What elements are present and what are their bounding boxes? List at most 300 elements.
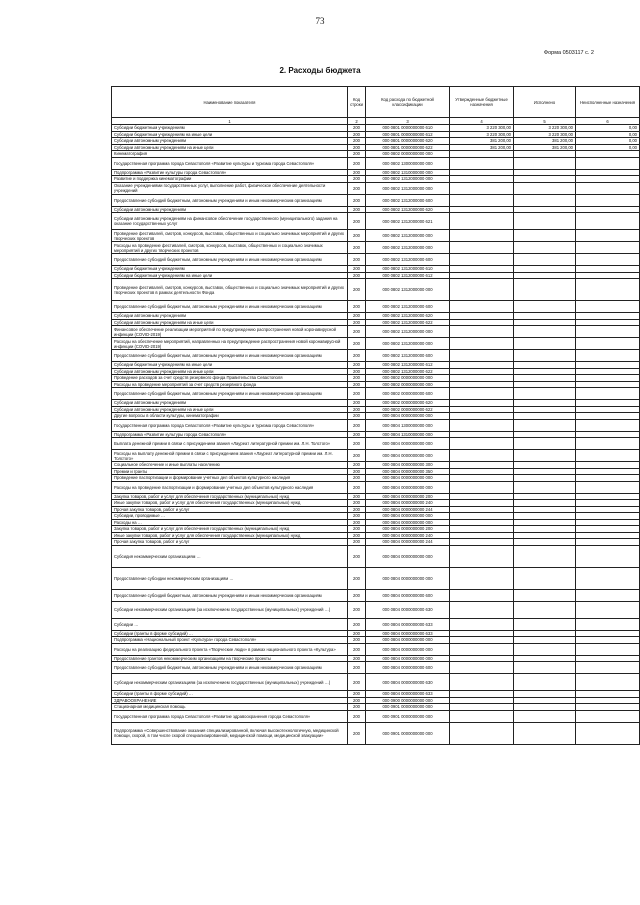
row-unexecuted-amount bbox=[576, 338, 640, 350]
row-line-code: 200 bbox=[348, 674, 366, 691]
row-approved-amount bbox=[450, 157, 514, 169]
row-unexecuted-amount bbox=[576, 301, 640, 313]
row-executed-amount bbox=[514, 545, 576, 567]
row-line-code: 200 bbox=[348, 532, 366, 539]
row-executed-amount bbox=[514, 157, 576, 169]
row-line-code: 200 bbox=[348, 545, 366, 567]
table-row bbox=[112, 589, 640, 601]
row-line-code: 200 bbox=[348, 506, 366, 513]
row-classification-code: 000 0802 1312000000 621 bbox=[366, 213, 450, 230]
row-classification-code: 000 0804 0000000000 244 bbox=[366, 539, 450, 546]
row-unexecuted-amount bbox=[576, 388, 640, 400]
row-line-code: 200 bbox=[348, 157, 366, 169]
row-approved-amount bbox=[450, 438, 514, 450]
row-name: Проведение фестивалей, смотров, конкурсов, выставок, общественных и социально значимых мероприятий и других творческих проектов в рамках деятельности Фонда bbox=[112, 279, 348, 301]
row-line-code: 200 bbox=[348, 513, 366, 520]
row-line-code: 200 bbox=[348, 601, 366, 618]
row-approved-amount bbox=[450, 388, 514, 400]
table-row bbox=[112, 710, 640, 722]
row-executed-amount bbox=[514, 213, 576, 230]
row-approved-amount bbox=[450, 674, 514, 691]
row-executed-amount bbox=[514, 710, 576, 722]
row-name: Субсидии автономным учреждениям bbox=[112, 206, 348, 213]
table-body bbox=[112, 125, 640, 745]
row-executed-amount bbox=[514, 722, 576, 744]
section-title: 2. Расходы бюджета bbox=[279, 66, 361, 75]
row-line-code: 200 bbox=[348, 338, 366, 350]
column-number: 5 bbox=[514, 118, 576, 125]
row-line-code: 200 bbox=[348, 381, 366, 388]
row-executed-amount bbox=[514, 674, 576, 691]
expenses-table bbox=[111, 86, 640, 745]
row-name: Финансовое обеспечение реализации мероприятий по предупреждению распространения новой коронавирусной инфекции (COVID-2019) bbox=[112, 326, 348, 338]
row-classification-code: 000 0802 1312000000 622 bbox=[366, 368, 450, 375]
table-row bbox=[112, 643, 640, 655]
row-line-code: 200 bbox=[348, 388, 366, 400]
row-classification-code: 000 0801 0000000000 620 bbox=[366, 138, 450, 145]
row-classification-code: 000 0802 1312000000 612 bbox=[366, 272, 450, 279]
row-unexecuted-amount bbox=[576, 194, 640, 206]
row-unexecuted-amount bbox=[576, 662, 640, 674]
row-classification-code: 000 0901 0000000000 000 bbox=[366, 710, 450, 722]
table-row bbox=[112, 301, 640, 313]
row-line-code: 200 bbox=[348, 618, 366, 630]
row-line-code: 200 bbox=[348, 272, 366, 279]
table-header-row bbox=[112, 87, 640, 118]
row-line-code: 200 bbox=[348, 722, 366, 744]
row-name: Субсидии некоммерческим организациям (за исключением государственных (муниципальных) учреждений …) bbox=[112, 674, 348, 691]
row-name: Прочая закупка товаров, работ и услуг bbox=[112, 506, 348, 513]
table-row bbox=[112, 618, 640, 630]
row-classification-code: 000 0802 1312000000 000 bbox=[366, 279, 450, 301]
row-unexecuted-amount bbox=[576, 545, 640, 567]
row-classification-code: 000 0802 0000000000 620 bbox=[366, 400, 450, 407]
row-approved-amount bbox=[450, 450, 514, 462]
row-line-code: 200 bbox=[348, 697, 366, 704]
row-classification-code: 000 0901 0000000000 000 bbox=[366, 704, 450, 711]
row-line-code: 200 bbox=[348, 368, 366, 375]
row-line-code: 200 bbox=[348, 230, 366, 242]
row-name: Субсидия некоммерческим организациям … bbox=[112, 545, 348, 567]
row-executed-amount bbox=[514, 254, 576, 266]
row-unexecuted-amount bbox=[576, 643, 640, 655]
row-approved-amount: 381 200,00 bbox=[450, 138, 514, 145]
row-approved-amount bbox=[450, 589, 514, 601]
row-name: Предоставление субсидий бюджетным, автономным учреждениям и иным некоммерческим организациям bbox=[112, 301, 348, 313]
row-approved-amount bbox=[450, 567, 514, 589]
table-row bbox=[112, 194, 640, 206]
column-number-row bbox=[112, 118, 640, 125]
row-name: Предоставление субсидий бюджетным, автономным учреждениям и иным некоммерческим организациям bbox=[112, 388, 348, 400]
row-name: Предоставление субсидии некоммерческим организациям … bbox=[112, 567, 348, 589]
row-line-code: 200 bbox=[348, 438, 366, 450]
row-classification-code: 000 0804 0000000000 600 bbox=[366, 589, 450, 601]
header-approved: Утвержденные бюджетные назначения bbox=[450, 87, 514, 118]
row-approved-amount bbox=[450, 601, 514, 618]
row-line-code: 200 bbox=[348, 567, 366, 589]
row-unexecuted-amount bbox=[576, 618, 640, 630]
row-executed-amount bbox=[514, 301, 576, 313]
row-unexecuted-amount bbox=[576, 230, 640, 242]
row-classification-code: 000 0802 1312000000 000 bbox=[366, 230, 450, 242]
row-line-code: 200 bbox=[348, 350, 366, 362]
row-unexecuted-amount: 0,00 bbox=[576, 131, 640, 138]
row-classification-code: 000 0804 0000000000 000 bbox=[366, 450, 450, 462]
row-classification-code: 000 0802 1312000000 000 bbox=[366, 176, 450, 183]
column-number: 4 bbox=[450, 118, 514, 125]
row-line-code: 200 bbox=[348, 254, 366, 266]
row-executed-amount bbox=[514, 618, 576, 630]
row-name: Расходы на выплату денежной премии в связи с присуждением звания «Лауреат литературной премии им. Л.Н. Толстого» bbox=[112, 450, 348, 462]
row-unexecuted-amount: 0,00 bbox=[576, 125, 640, 132]
row-classification-code: 000 0804 0000000000 200 bbox=[366, 526, 450, 533]
table-row bbox=[112, 254, 640, 266]
row-name: Прочая закупка товаров, работ и услуг bbox=[112, 539, 348, 546]
row-name: Проведение расходов за счет средств резервного фонда Правительства Севастополя bbox=[112, 375, 348, 382]
row-classification-code: 000 0802 0000000000 000 bbox=[366, 381, 450, 388]
row-classification-code: 000 0802 1312000000 600 bbox=[366, 254, 450, 266]
row-name: Закупка товаров, работ и услуг для обеспечения государственных (муниципальных) нужд bbox=[112, 493, 348, 500]
row-classification-code: 000 0804 0000000000 244 bbox=[366, 506, 450, 513]
row-approved-amount bbox=[450, 242, 514, 254]
row-line-code: 200 bbox=[348, 213, 366, 230]
row-classification-code: 000 0804 0000000000 000 bbox=[366, 481, 450, 493]
row-unexecuted-amount bbox=[576, 567, 640, 589]
row-name: Премии и гранты bbox=[112, 468, 348, 475]
row-approved-amount bbox=[450, 710, 514, 722]
row-classification-code: 000 0802 1312000000 620 bbox=[366, 206, 450, 213]
row-classification-code: 000 0804 0000000000 630 bbox=[366, 674, 450, 691]
row-name: Предоставление субсидий бюджетным, автономным учреждениям и иным некоммерческим организациям bbox=[112, 254, 348, 266]
row-name: Субсидии … bbox=[112, 618, 348, 630]
row-approved-amount bbox=[450, 182, 514, 194]
row-name: Субсидии бюджетным учреждениям bbox=[112, 266, 348, 273]
row-name: Субсидии автономным учреждениям bbox=[112, 313, 348, 320]
row-name: Государственная программа города Севастополя «Развитие здравоохранения города Севастополя» bbox=[112, 710, 348, 722]
row-line-code: 200 bbox=[348, 313, 366, 320]
row-classification-code: 000 0801 0000000000 612 bbox=[366, 131, 450, 138]
row-classification-code: 000 0802 0000000000 000 bbox=[366, 375, 450, 382]
row-classification-code: 000 0801 0000000000 610 bbox=[366, 125, 450, 132]
column-number: 3 bbox=[366, 118, 450, 125]
row-name: Расходы на … bbox=[112, 519, 348, 526]
row-name: Подпрограмма «Национальный проект «Культура» города Севастополя» bbox=[112, 637, 348, 644]
row-approved-amount bbox=[450, 326, 514, 338]
row-line-code: 200 bbox=[348, 643, 366, 655]
row-line-code: 200 bbox=[348, 138, 366, 145]
row-name: Государственная программа города Севастополя «Развитие культуры и туризма города Севастополя» bbox=[112, 419, 348, 431]
row-approved-amount bbox=[450, 350, 514, 362]
row-name: Закупка товаров, работ и услуг для обеспечения государственных (муниципальных) нужд bbox=[112, 526, 348, 533]
row-line-code: 200 bbox=[348, 279, 366, 301]
row-classification-code: 000 0804 0000000000 000 bbox=[366, 513, 450, 520]
row-classification-code: 000 0804 0000000000 000 bbox=[366, 637, 450, 644]
row-classification-code: 000 0804 0000000000 000 bbox=[366, 475, 450, 482]
row-line-code: 200 bbox=[348, 182, 366, 194]
row-classification-code: 000 0802 0000000000 600 bbox=[366, 388, 450, 400]
row-classification-code: 000 0804 0000000000 630 bbox=[366, 601, 450, 618]
row-line-code: 200 bbox=[348, 450, 366, 462]
row-unexecuted-amount bbox=[576, 601, 640, 618]
column-number: 2 bbox=[348, 118, 366, 125]
row-name: Субсидии, проводимые … bbox=[112, 513, 348, 520]
header-indicator-name: Наименование показателя bbox=[112, 87, 348, 118]
row-classification-code: 000 0804 0000000000 000 bbox=[366, 545, 450, 567]
column-number: 1 bbox=[112, 118, 348, 125]
table-row bbox=[112, 567, 640, 589]
row-unexecuted-amount bbox=[576, 674, 640, 691]
row-line-code: 200 bbox=[348, 691, 366, 698]
row-executed-amount bbox=[514, 194, 576, 206]
row-line-code: 200 bbox=[348, 144, 366, 151]
row-name: Субсидии некоммерческим организациям (за исключением государственных (муниципальных) учреждений …) bbox=[112, 601, 348, 618]
row-line-code: 200 bbox=[348, 519, 366, 526]
row-name: ЗДРАВООХРАНЕНИЕ bbox=[112, 697, 348, 704]
row-line-code: 200 bbox=[348, 413, 366, 420]
row-unexecuted-amount bbox=[576, 722, 640, 744]
row-classification-code: 000 0804 1310000000 000 bbox=[366, 431, 450, 438]
row-name: Субсидии автономным учреждениям на иные цели bbox=[112, 319, 348, 326]
row-executed-amount bbox=[514, 481, 576, 493]
row-executed-amount bbox=[514, 589, 576, 601]
header-line-code: Код строки bbox=[348, 87, 366, 118]
row-name: Субсидии автономным учреждениям на иные цели bbox=[112, 144, 348, 151]
row-name: Субсидии (гранты в форме субсидий) … bbox=[112, 630, 348, 637]
row-unexecuted-amount bbox=[576, 279, 640, 301]
row-unexecuted-amount bbox=[576, 419, 640, 431]
row-name: Предоставление субсидий бюджетным, автономным учреждениям и иным некоммерческим организациям bbox=[112, 350, 348, 362]
row-line-code: 200 bbox=[348, 662, 366, 674]
row-name: Субсидии автономным учреждениям bbox=[112, 138, 348, 145]
row-approved-amount bbox=[450, 419, 514, 431]
row-unexecuted-amount bbox=[576, 326, 640, 338]
table-row bbox=[112, 438, 640, 450]
row-classification-code: 000 0802 1300000000 000 bbox=[366, 157, 450, 169]
row-classification-code: 000 0801 0000000000 622 bbox=[366, 144, 450, 151]
row-approved-amount: 3 220 300,00 bbox=[450, 125, 514, 132]
row-executed-amount: 381 200,00 bbox=[514, 144, 576, 151]
row-executed-amount bbox=[514, 662, 576, 674]
row-name: Расходы на проведение паспортизации и формирование учетных дел объектов культурного наследия bbox=[112, 481, 348, 493]
row-executed-amount bbox=[514, 643, 576, 655]
row-executed-amount bbox=[514, 438, 576, 450]
row-line-code: 200 bbox=[348, 493, 366, 500]
row-classification-code: 000 0802 1312000000 000 bbox=[366, 182, 450, 194]
row-name: Иные закупки товаров, работ и услуг для обеспечения государственных (муниципальных) нужд bbox=[112, 532, 348, 539]
row-approved-amount bbox=[450, 643, 514, 655]
row-executed-amount bbox=[514, 388, 576, 400]
row-line-code: 200 bbox=[348, 194, 366, 206]
row-approved-amount bbox=[450, 279, 514, 301]
row-executed-amount bbox=[514, 242, 576, 254]
row-unexecuted-amount bbox=[576, 710, 640, 722]
row-classification-code: 000 0802 1312000000 000 bbox=[366, 326, 450, 338]
row-name: Другие вопросы в области культуры, кинематографии bbox=[112, 413, 348, 420]
row-line-code: 200 bbox=[348, 539, 366, 546]
row-classification-code: 000 0804 1300000000 000 bbox=[366, 419, 450, 431]
row-name: Субсидии автономным учреждениям на финансовое обеспечение государственного (муниципального) задания на оказание государственных услуг bbox=[112, 213, 348, 230]
row-line-code: 200 bbox=[348, 500, 366, 507]
row-line-code: 200 bbox=[348, 637, 366, 644]
row-executed-amount: 3 220 300,00 bbox=[514, 125, 576, 132]
row-approved-amount bbox=[450, 254, 514, 266]
row-line-code: 200 bbox=[348, 362, 366, 369]
row-name: Расходы на проведение фестивалей, смотров, конкурсов, выставок, общественных и социально значимых мероприятий и других творческих проектов bbox=[112, 242, 348, 254]
row-line-code: 200 bbox=[348, 125, 366, 132]
header-classification-code: Код расхода по бюджетной классификации bbox=[366, 87, 450, 118]
row-name: Субсидии автономным учреждениям на иные цели bbox=[112, 406, 348, 413]
row-name: Предоставление субсидий бюджетным, автономным учреждениям и иным некоммерческим организациям bbox=[112, 662, 348, 674]
row-line-code: 200 bbox=[348, 406, 366, 413]
row-name: Субсидии бюджетным учреждениям на иные цели bbox=[112, 362, 348, 369]
row-executed-amount: 381 200,00 bbox=[514, 138, 576, 145]
table-row bbox=[112, 279, 640, 301]
row-classification-code: 000 0802 1312000000 610 bbox=[366, 266, 450, 273]
table-row bbox=[112, 662, 640, 674]
row-name: Оказание учреждениями государственных услуг, выполнение работ, физическое обеспечение деятельности учреждений bbox=[112, 182, 348, 194]
table-row bbox=[112, 182, 640, 194]
row-line-code: 200 bbox=[348, 419, 366, 431]
table-row bbox=[112, 338, 640, 350]
row-approved-amount bbox=[450, 618, 514, 630]
row-classification-code: 000 0802 1312000000 622 bbox=[366, 319, 450, 326]
form-label: Форма 0503117 с. 2 bbox=[543, 50, 594, 56]
row-line-code: 200 bbox=[348, 169, 366, 176]
row-unexecuted-amount bbox=[576, 438, 640, 450]
table-row bbox=[112, 722, 640, 744]
row-line-code: 200 bbox=[348, 400, 366, 407]
row-unexecuted-amount bbox=[576, 182, 640, 194]
row-line-code: 200 bbox=[348, 589, 366, 601]
row-name: Государственная программа города Севастополя «Развитие культуры и туризма города Севастополя» bbox=[112, 157, 348, 169]
row-approved-amount bbox=[450, 481, 514, 493]
row-classification-code: 000 0802 1312000000 000 bbox=[366, 338, 450, 350]
row-classification-code: 000 0804 0000000000 000 bbox=[366, 519, 450, 526]
row-unexecuted-amount bbox=[576, 157, 640, 169]
table-row bbox=[112, 419, 640, 431]
row-classification-code: 000 0802 1312000000 612 bbox=[366, 362, 450, 369]
row-classification-code: 000 0802 1310000000 000 bbox=[366, 169, 450, 176]
row-classification-code: 000 0804 0000000000 600 bbox=[366, 662, 450, 674]
row-name: Предоставление субсидий бюджетным, автономным учреждениям и иным некоммерческим организациям bbox=[112, 194, 348, 206]
row-approved-amount bbox=[450, 213, 514, 230]
row-classification-code: 000 0802 1312000000 000 bbox=[366, 242, 450, 254]
row-executed-amount: 3 220 300,00 bbox=[514, 131, 576, 138]
table-row bbox=[112, 230, 640, 242]
row-classification-code: 000 0802 1312000000 600 bbox=[366, 194, 450, 206]
row-approved-amount bbox=[450, 301, 514, 313]
row-executed-amount bbox=[514, 567, 576, 589]
row-executed-amount bbox=[514, 419, 576, 431]
row-classification-code: 000 0804 0000000000 633 bbox=[366, 691, 450, 698]
row-line-code: 200 bbox=[348, 481, 366, 493]
row-classification-code: 000 0804 0000000000 633 bbox=[366, 630, 450, 637]
row-name: Субсидии бюджетным учреждениям на иные цели bbox=[112, 131, 348, 138]
row-classification-code: 000 0901 0000000000 000 bbox=[366, 722, 450, 744]
row-name: Кинематография bbox=[112, 151, 348, 158]
row-name: Расходы на проведение мероприятий за счет средств резервного фонда bbox=[112, 381, 348, 388]
row-line-code: 200 bbox=[348, 468, 366, 475]
row-classification-code: 000 0804 0000000000 000 bbox=[366, 643, 450, 655]
row-unexecuted-amount bbox=[576, 350, 640, 362]
row-line-code: 200 bbox=[348, 375, 366, 382]
row-classification-code: 000 0802 1312000000 620 bbox=[366, 313, 450, 320]
table-row bbox=[112, 450, 640, 462]
row-name: Расходы на реализацию федерального проекта «Творческие люди» в рамках национального проекта «Культура» bbox=[112, 643, 348, 655]
row-name: Предоставление грантов некоммерческим организациям на творческие проекты bbox=[112, 655, 348, 662]
header-unexecuted: Неисполненные назначения bbox=[576, 87, 640, 118]
row-name: Подпрограмма «Развитие культуры города Севастополя» bbox=[112, 169, 348, 176]
row-executed-amount bbox=[514, 350, 576, 362]
row-line-code: 200 bbox=[348, 704, 366, 711]
row-line-code: 200 bbox=[348, 242, 366, 254]
row-name: Проведение паспортизации и формирование учетных дел объектов культурного наследия bbox=[112, 475, 348, 482]
table-row bbox=[112, 242, 640, 254]
row-approved-amount bbox=[450, 194, 514, 206]
row-line-code: 200 bbox=[348, 301, 366, 313]
row-approved-amount bbox=[450, 662, 514, 674]
row-classification-code: 000 0804 0000000000 000 bbox=[366, 567, 450, 589]
row-name: Субсидии бюджетным учреждениям на иные цели bbox=[112, 272, 348, 279]
row-classification-code: 000 0804 0000000000 350 bbox=[366, 468, 450, 475]
row-name: Проведение фестивалей, смотров, конкурсов, выставок, общественных и социально значимых мероприятий и других творческих проектов bbox=[112, 230, 348, 242]
row-classification-code: 000 0804 0000000000 633 bbox=[366, 618, 450, 630]
row-name: Расходы на обеспечение мероприятий, направленных на предупреждение распространения новой коронавирусной инфекции (COVID-2019) bbox=[112, 338, 348, 350]
row-name: Подпрограмма «Совершенствование оказания специализированной, включая высокотехнологичную, медицинской помощи, скорой, в том числе скорой специализированной, медицинской помощи, медицинской эвакуации» bbox=[112, 722, 348, 744]
row-name: Иные закупки товаров, работ и услуг для обеспечения государственных (муниципальных) нужд bbox=[112, 500, 348, 507]
row-unexecuted-amount bbox=[576, 242, 640, 254]
row-approved-amount bbox=[450, 230, 514, 242]
row-name: Субсидии автономным учреждениям на иные цели bbox=[112, 368, 348, 375]
row-line-code: 200 bbox=[348, 475, 366, 482]
row-executed-amount bbox=[514, 338, 576, 350]
row-unexecuted-amount: 0,00 bbox=[576, 144, 640, 151]
row-executed-amount bbox=[514, 182, 576, 194]
row-name: Стационарная медицинская помощь bbox=[112, 704, 348, 711]
row-approved-amount bbox=[450, 722, 514, 744]
row-unexecuted-amount bbox=[576, 254, 640, 266]
row-line-code: 200 bbox=[348, 462, 366, 469]
row-line-code: 200 bbox=[348, 710, 366, 722]
row-executed-amount bbox=[514, 230, 576, 242]
row-classification-code: 000 0804 0000000000 240 bbox=[366, 500, 450, 507]
row-line-code: 200 bbox=[348, 131, 366, 138]
row-name: Субсидии бюджетным учреждениям bbox=[112, 125, 348, 132]
row-unexecuted-amount bbox=[576, 450, 640, 462]
row-classification-code: 000 0804 0000000000 240 bbox=[366, 532, 450, 539]
table-row bbox=[112, 350, 640, 362]
table-row bbox=[112, 326, 640, 338]
row-name: Подпрограмма «Развитие культуры города Севастополя» bbox=[112, 431, 348, 438]
row-line-code: 200 bbox=[348, 176, 366, 183]
row-executed-amount bbox=[514, 326, 576, 338]
row-executed-amount bbox=[514, 601, 576, 618]
row-classification-code: 000 0900 0000000000 000 bbox=[366, 697, 450, 704]
table-row bbox=[112, 545, 640, 567]
row-approved-amount: 3 220 300,00 bbox=[450, 131, 514, 138]
row-approved-amount: 381 200,00 bbox=[450, 144, 514, 151]
row-line-code: 200 bbox=[348, 319, 366, 326]
table-row bbox=[112, 388, 640, 400]
row-unexecuted-amount: 0,00 bbox=[576, 138, 640, 145]
page-number: 73 bbox=[315, 16, 325, 26]
row-name: Субсидии (гранты в форме субсидий) … bbox=[112, 691, 348, 698]
row-classification-code: 000 0802 1312000000 600 bbox=[366, 350, 450, 362]
row-unexecuted-amount bbox=[576, 213, 640, 230]
row-classification-code: 000 0804 0000000000 000 bbox=[366, 655, 450, 662]
row-classification-code: 000 0804 0000000000 000 bbox=[366, 413, 450, 420]
row-unexecuted-amount bbox=[576, 589, 640, 601]
